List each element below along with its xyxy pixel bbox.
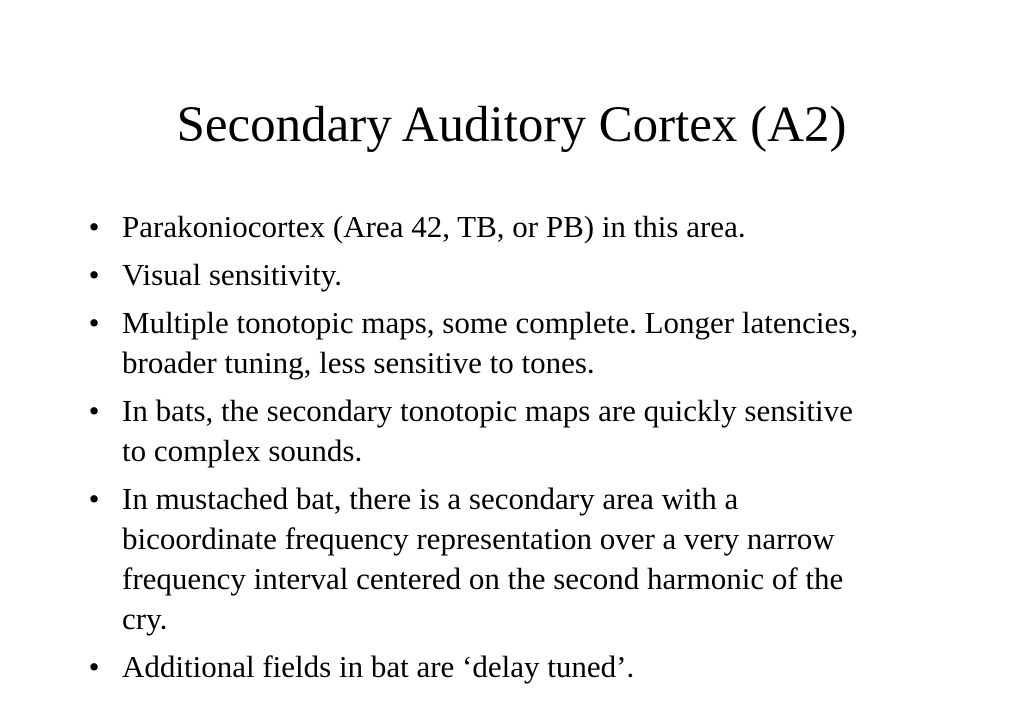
bullet-item xyxy=(84,255,884,295)
bullet-text: Visual sensitivity. xyxy=(122,257,343,292)
bullet-list xyxy=(84,207,884,695)
bullet-dot-icon: • xyxy=(88,305,100,340)
bullet-dot-icon: • xyxy=(88,209,100,244)
slide-title: Secondary Auditory Cortex (A2) xyxy=(176,97,847,153)
bullet-dot-icon: • xyxy=(88,649,100,684)
bullet-text: In mustached bat, there is a secondary area with a bicoordinate frequency representation over a very narrow frequency interval centered on the second harmonic of the cry. xyxy=(122,481,844,636)
bullet-text: Multiple tonotopic maps, some complete. Longer latencies, broader tuning, less sensitive to tones. xyxy=(122,305,859,380)
bullet-item xyxy=(84,479,884,639)
bullet-item xyxy=(84,391,884,471)
bullet-text: Additional fields in bat are ‘delay tuned’. xyxy=(122,649,635,684)
bullet-item xyxy=(84,647,884,687)
bullet-item xyxy=(84,303,884,383)
bullet-text: Parakoniocortex (Area 42, TB, or PB) in this area. xyxy=(122,209,746,244)
bullet-text: In bats, the secondary tonotopic maps are quickly sensitive to complex sounds. xyxy=(122,393,853,468)
bullet-dot-icon: • xyxy=(88,393,100,428)
bullet-dot-icon: • xyxy=(88,481,100,516)
bullet-dot-icon: • xyxy=(88,257,100,292)
bullet-item xyxy=(84,207,884,247)
